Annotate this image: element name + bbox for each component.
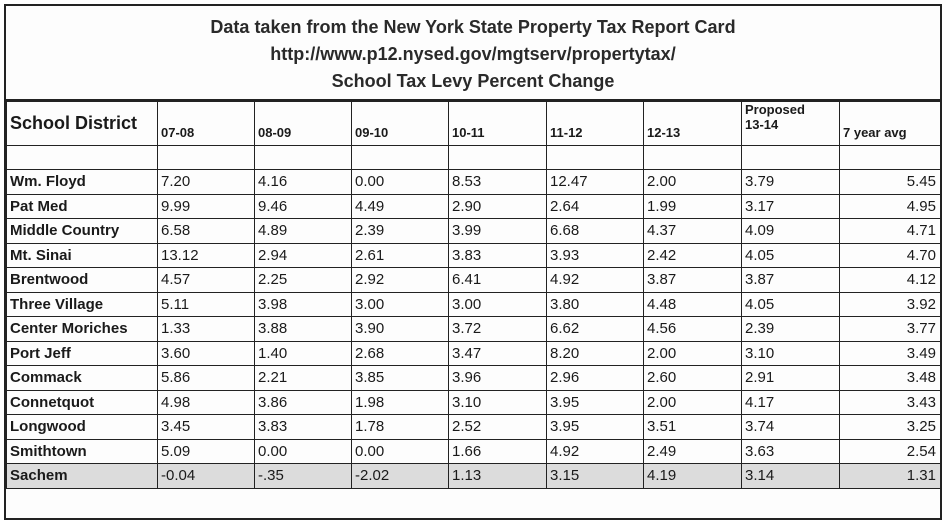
levy-change-cell: 7.20 [158,170,255,195]
blank-cell [255,146,352,170]
district-name: Port Jeff [7,341,158,366]
seven-year-avg-cell: 1.31 [840,464,941,489]
levy-change-cell: 4.92 [547,439,644,464]
header-11-12: 11-12 [547,102,644,146]
levy-change-cell: 4.19 [644,464,742,489]
levy-change-cell: 2.92 [352,268,449,293]
blank-cell [742,146,840,170]
seven-year-avg-cell: 3.43 [840,390,941,415]
blank-cell [158,146,255,170]
levy-change-cell: 3.98 [255,292,352,317]
table-row [7,390,941,415]
levy-change-cell: 3.85 [352,366,449,391]
district-name: Commack [7,366,158,391]
header-proposed-13-14 [742,102,840,146]
levy-change-cell: 4.37 [644,219,742,244]
levy-change-cell: -.35 [255,464,352,489]
levy-change-cell: 3.00 [352,292,449,317]
levy-change-cell: 2.21 [255,366,352,391]
tax-levy-sheet [4,4,942,520]
levy-change-cell: 8.53 [449,170,547,195]
levy-change-cell: 4.98 [158,390,255,415]
district-name: Middle Country [7,219,158,244]
levy-change-cell: 0.00 [352,170,449,195]
levy-change-cell: 1.78 [352,415,449,440]
header-12-13: 12-13 [644,102,742,146]
levy-change-cell: 3.60 [158,341,255,366]
levy-change-cell: 3.00 [449,292,547,317]
levy-change-cell: 3.74 [742,415,840,440]
table-row [7,243,941,268]
district-name: Center Moriches [7,317,158,342]
levy-change-cell: 4.89 [255,219,352,244]
levy-change-cell: 2.49 [644,439,742,464]
table-row [7,341,941,366]
levy-change-cell: 1.98 [352,390,449,415]
levy-change-cell: 3.95 [547,390,644,415]
seven-year-avg-cell: 3.49 [840,341,941,366]
seven-year-avg-cell: 5.45 [840,170,941,195]
levy-change-cell: 3.10 [742,341,840,366]
levy-change-cell: 3.51 [644,415,742,440]
levy-change-cell: 12.47 [547,170,644,195]
levy-change-cell: 3.79 [742,170,840,195]
levy-change-cell: 3.87 [742,268,840,293]
table-row [7,292,941,317]
header-10-11: 10-11 [449,102,547,146]
levy-change-cell: 4.05 [742,292,840,317]
title-block [6,6,940,101]
levy-change-cell: 2.52 [449,415,547,440]
levy-change-cell: 6.68 [547,219,644,244]
levy-change-cell: 4.09 [742,219,840,244]
levy-change-cell: 3.80 [547,292,644,317]
header-08-09: 08-09 [255,102,352,146]
levy-change-cell: 4.05 [742,243,840,268]
levy-change-cell: 2.39 [352,219,449,244]
levy-change-cell: 1.13 [449,464,547,489]
levy-change-cell: 9.46 [255,194,352,219]
blank-cell [352,146,449,170]
levy-change-cell: 3.93 [547,243,644,268]
header-07-08: 07-08 [158,102,255,146]
blank-cell [644,146,742,170]
district-name: Smithtown [7,439,158,464]
levy-change-cell: 4.16 [255,170,352,195]
levy-change-cell: 3.88 [255,317,352,342]
district-name: Connetquot [7,390,158,415]
district-name: Longwood [7,415,158,440]
table-row [7,194,941,219]
levy-change-cell: 2.00 [644,170,742,195]
levy-change-cell: 3.10 [449,390,547,415]
levy-change-cell: 1.66 [449,439,547,464]
table-row [7,415,941,440]
table-row [7,464,941,489]
levy-change-cell: 2.64 [547,194,644,219]
seven-year-avg-cell: 3.77 [840,317,941,342]
levy-change-cell: -2.02 [352,464,449,489]
seven-year-avg-cell: 4.12 [840,268,941,293]
levy-change-cell: 1.40 [255,341,352,366]
table-row [7,317,941,342]
levy-change-cell: 5.86 [158,366,255,391]
district-name: Three Village [7,292,158,317]
levy-change-cell: 3.17 [742,194,840,219]
levy-change-cell: 4.92 [547,268,644,293]
levy-change-cell: 8.20 [547,341,644,366]
district-name: Brentwood [7,268,158,293]
seven-year-avg-cell: 4.95 [840,194,941,219]
levy-change-cell: 3.95 [547,415,644,440]
seven-year-avg-cell: 4.70 [840,243,941,268]
levy-change-cell: 3.47 [449,341,547,366]
levy-change-cell: 2.42 [644,243,742,268]
levy-change-cell: 2.00 [644,390,742,415]
table-row [7,268,941,293]
levy-change-cell: 0.00 [255,439,352,464]
levy-change-cell: 2.25 [255,268,352,293]
levy-change-cell: 1.99 [644,194,742,219]
levy-change-cell: -0.04 [158,464,255,489]
levy-change-cell: 5.11 [158,292,255,317]
header-13-14-label: 13-14 [745,117,779,132]
levy-change-cell: 9.99 [158,194,255,219]
title-url: http://www.p12.nysed.gov/mgtserv/propertytax/ [270,44,676,64]
levy-change-cell: 3.14 [742,464,840,489]
blank-cell [449,146,547,170]
levy-change-cell: 3.96 [449,366,547,391]
levy-change-cell: 4.57 [158,268,255,293]
header-row [7,102,941,146]
header-proposed-label: Proposed [745,102,805,117]
levy-change-cell: 3.45 [158,415,255,440]
table-row [7,366,941,391]
levy-change-cell: 6.62 [547,317,644,342]
levy-change-cell: 3.83 [449,243,547,268]
table-row [7,439,941,464]
levy-change-cell: 2.94 [255,243,352,268]
table-row [7,170,941,195]
levy-change-cell: 2.00 [644,341,742,366]
levy-change-cell: 1.33 [158,317,255,342]
table-row [7,219,941,244]
header-09-10: 09-10 [352,102,449,146]
levy-change-cell: 2.96 [547,366,644,391]
blank-row [7,146,941,170]
levy-change-cell: 3.86 [255,390,352,415]
levy-change-cell: 3.72 [449,317,547,342]
title-subject: School Tax Levy Percent Change [331,71,615,91]
levy-change-cell: 3.15 [547,464,644,489]
levy-change-cell: 2.91 [742,366,840,391]
district-name: Pat Med [7,194,158,219]
district-name: Mt. Sinai [7,243,158,268]
blank-cell [7,146,158,170]
levy-change-cell: 4.48 [644,292,742,317]
levy-change-cell: 4.17 [742,390,840,415]
district-name: Sachem [7,464,158,489]
seven-year-avg-cell: 3.48 [840,366,941,391]
blank-cell [547,146,644,170]
seven-year-avg-cell: 4.71 [840,219,941,244]
seven-year-avg-cell: 2.54 [840,439,941,464]
levy-change-cell: 2.68 [352,341,449,366]
district-name: Wm. Floyd [7,170,158,195]
levy-change-cell: 3.83 [255,415,352,440]
levy-change-cell: 3.99 [449,219,547,244]
levy-change-cell: 2.60 [644,366,742,391]
levy-change-cell: 2.90 [449,194,547,219]
levy-change-cell: 4.56 [644,317,742,342]
levy-change-cell: 5.09 [158,439,255,464]
levy-table [6,101,941,489]
levy-change-cell: 2.61 [352,243,449,268]
seven-year-avg-cell: 3.92 [840,292,941,317]
seven-year-avg-cell: 3.25 [840,415,941,440]
header-school-district: School District [7,102,158,146]
levy-change-cell: 0.00 [352,439,449,464]
levy-change-cell: 6.58 [158,219,255,244]
levy-change-cell: 13.12 [158,243,255,268]
levy-change-cell: 6.41 [449,268,547,293]
header-7-year-avg: 7 year avg [840,102,941,146]
levy-change-cell: 3.87 [644,268,742,293]
levy-change-cell: 2.39 [742,317,840,342]
levy-change-cell: 3.63 [742,439,840,464]
title-source: Data taken from the New York State Property Tax Report Card [210,17,736,37]
levy-change-cell: 4.49 [352,194,449,219]
blank-cell [840,146,941,170]
levy-change-cell: 3.90 [352,317,449,342]
